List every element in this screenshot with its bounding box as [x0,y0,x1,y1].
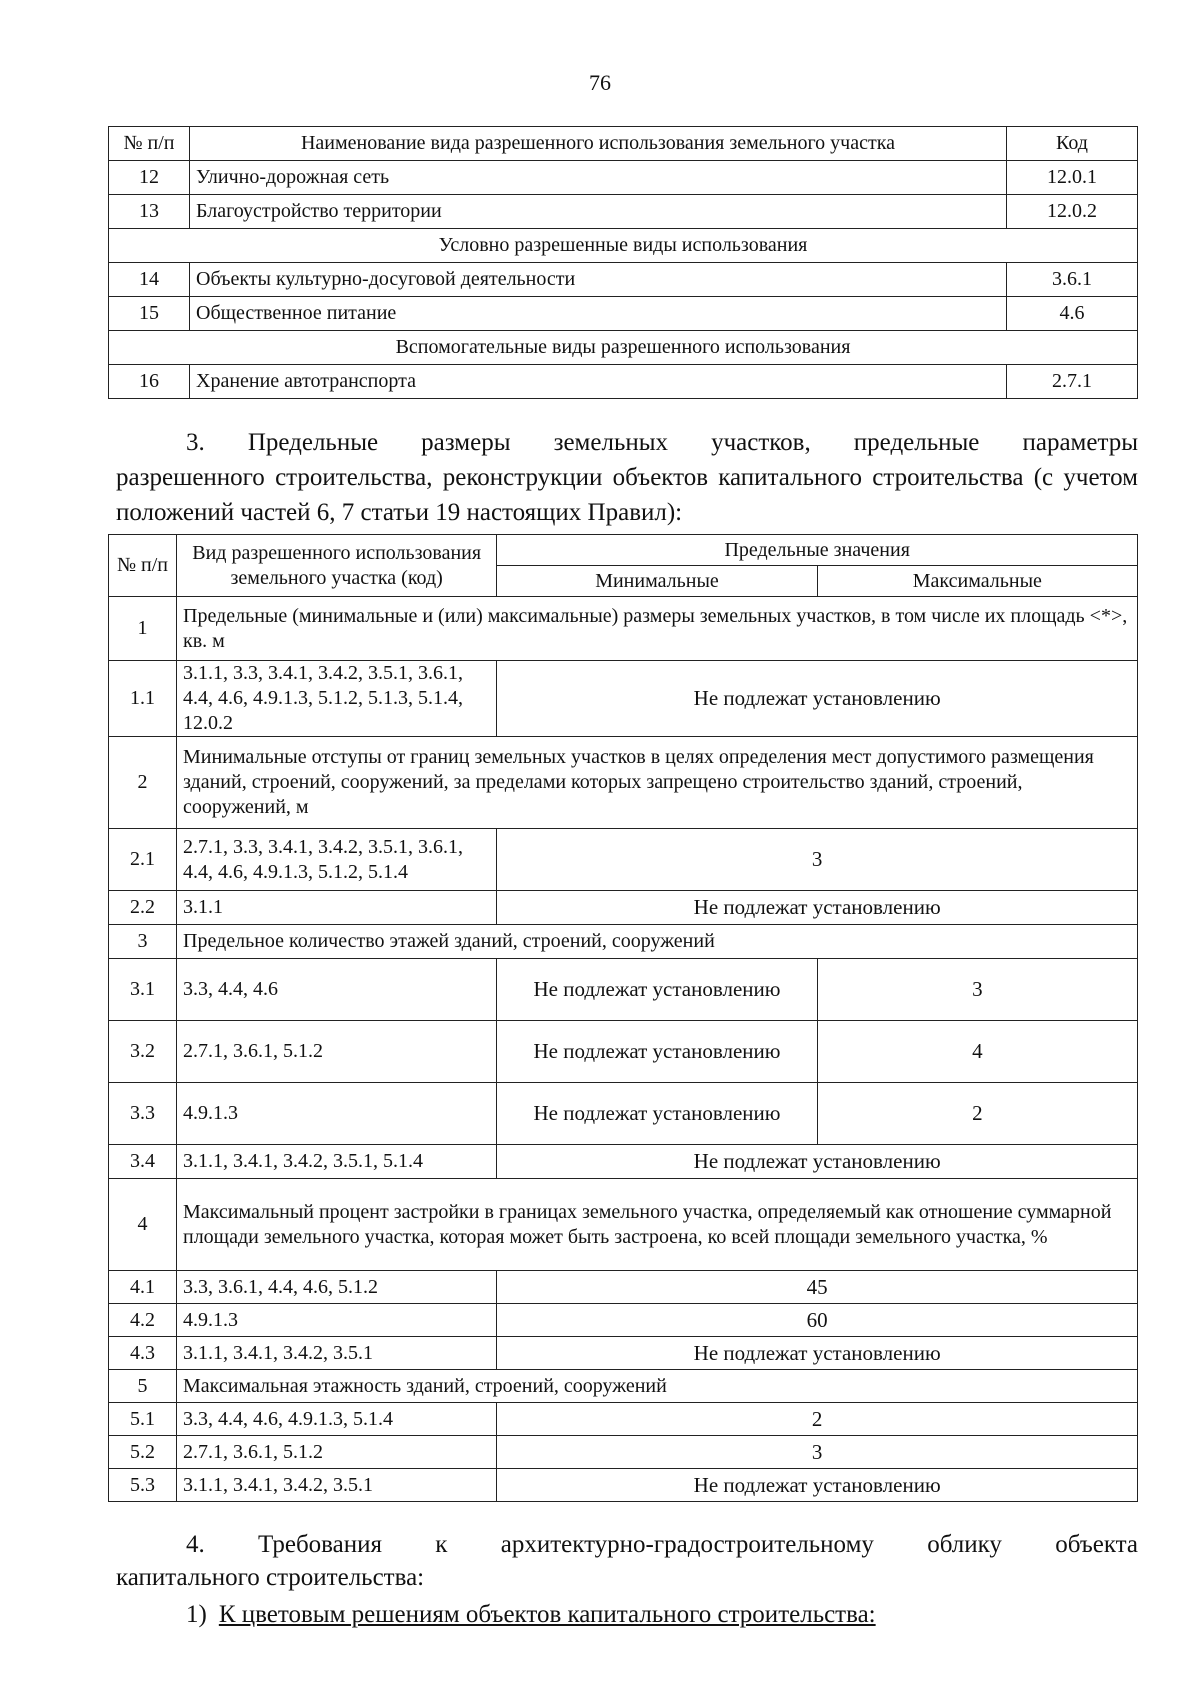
row-text: Максимальный процент застройки в границах земельного участка, определяемый как отношение суммарной площади земельного участка, которая может быть застроена, ко всей площади земельного участка, % [177,1179,1138,1271]
row-number: 2 [109,737,177,829]
row-text: Предельное количество этажей зданий, строений, сооружений [177,925,1138,959]
table-row [109,891,1138,925]
row-number: 12 [109,161,190,195]
row-text: Предельные (минимальные и (или) максимальные) размеры земельных участков, в том числе их площадь <*>, кв. м [177,597,1138,661]
row-codes: 2.7.1, 3.6.1, 5.1.2 [177,1436,497,1469]
table-row [109,195,1138,229]
row-number: 4.2 [109,1304,177,1337]
row-value: 45 [497,1271,1138,1304]
row-codes: 2.7.1, 3.6.1, 5.1.2 [177,1021,497,1083]
paragraph-4-line-1: 4. Требования к архитектурно-градостроительному облику объекта [186,1531,1138,1558]
row-max: 2 [817,1083,1137,1145]
row-value: Не подлежат установлению [497,891,1138,925]
header-number: № п/п [109,535,177,597]
table-row [109,1370,1138,1403]
row-min: Не подлежат установлению [497,1083,817,1145]
header-max: Максимальные [817,566,1137,597]
row-value: 3 [497,1436,1138,1469]
row-value: Не подлежат установлению [497,1145,1138,1179]
row-name: Объекты культурно-досуговой деятельности [190,263,1007,297]
header-limits: Предельные значения [497,535,1138,566]
row-number: 14 [109,263,190,297]
row-number: 2.1 [109,829,177,891]
table-row [109,1271,1138,1304]
row-number: 16 [109,365,190,399]
table-row [109,263,1138,297]
table-row [109,925,1138,959]
section-row [109,331,1138,365]
row-value: 60 [497,1304,1138,1337]
row-number: 1.1 [109,661,177,737]
page-number: 76 [589,70,611,95]
table-row [109,1145,1138,1179]
row-number: 2.2 [109,891,177,925]
row-code: 2.7.1 [1007,365,1138,399]
table-row [109,597,1138,661]
row-number: 3 [109,925,177,959]
row-number: 5 [109,1370,177,1403]
table-row [109,1436,1138,1469]
table-row [109,661,1138,737]
row-code: 3.6.1 [1007,263,1138,297]
header-code: Код [1007,127,1138,161]
header-name: Наименование вида разрешенного использования земельного участка [190,127,1007,161]
row-number: 1 [109,597,177,661]
paragraph-3-rest: разрешенного строительства, реконструкции объектов капитального строительства (с учетом положений частей 6, 7 статьи 19 настоящих Правил): [116,464,1138,526]
row-max: 4 [817,1021,1137,1083]
row-number: 15 [109,297,190,331]
table-row [109,1469,1138,1502]
row-text: Минимальные отступы от границ земельных участков в целях определения мест допустимого размещения зданий, строений, сооружений, за пределами которых запрещено строительство зданий, строений, сооружений, м [177,737,1138,829]
table-row [109,1083,1138,1145]
header-number: № п/п [109,127,190,161]
row-value: 3 [497,829,1138,891]
table-row [109,365,1138,399]
row-number: 5.3 [109,1469,177,1502]
paragraph-4-line-2: капитального строительства: [116,1564,425,1591]
table-header-row [109,535,1138,566]
row-number: 5.2 [109,1436,177,1469]
row-code: 12.0.2 [1007,195,1138,229]
row-codes: 2.7.1, 3.3, 3.4.1, 3.4.2, 3.5.1, 3.6.1, 4.4, 4.6, 4.9.1.3, 5.1.2, 5.1.4 [177,829,497,891]
row-name: Общественное питание [190,297,1007,331]
row-codes: 4.9.1.3 [177,1083,497,1145]
table-header-row [109,127,1138,161]
table-row [109,297,1138,331]
row-number: 3.1 [109,959,177,1021]
header-min: Минимальные [497,566,817,597]
row-codes: 3.1.1 [177,891,497,925]
row-codes: 3.1.1, 3.4.1, 3.4.2, 3.5.1 [177,1337,497,1370]
row-value: Не подлежат установлению [497,661,1138,737]
row-number: 3.4 [109,1145,177,1179]
row-text: Максимальная этажность зданий, строений, сооружений [177,1370,1138,1403]
section-auxiliary: Вспомогательные виды разрешенного использования [109,331,1138,365]
row-value: 2 [497,1403,1138,1436]
row-name: Улично-дорожная сеть [190,161,1007,195]
table-row [109,959,1138,1021]
table-row [109,737,1138,829]
limits-table [108,534,1138,1502]
row-number: 4.1 [109,1271,177,1304]
list-item-marker: 1) [186,1601,207,1628]
section-conditional: Условно разрешенные виды использования [109,229,1138,263]
row-name: Благоустройство территории [190,195,1007,229]
row-code: 4.6 [1007,297,1138,331]
list-item [186,1598,876,1631]
row-number: 4.3 [109,1337,177,1370]
row-max: 3 [817,959,1137,1021]
row-number: 3.3 [109,1083,177,1145]
row-number: 4 [109,1179,177,1271]
row-codes: 4.9.1.3 [177,1304,497,1337]
header-kind: Вид разрешенного использования земельного участка (код) [177,535,497,597]
row-number: 13 [109,195,190,229]
table-row [109,1021,1138,1083]
section-row [109,229,1138,263]
row-codes: 3.3, 4.4, 4.6, 4.9.1.3, 5.1.4 [177,1403,497,1436]
table-row [109,1403,1138,1436]
row-code: 12.0.1 [1007,161,1138,195]
land-use-table [108,126,1138,399]
paragraph-4 [116,1528,1138,1594]
row-codes: 3.1.1, 3.4.1, 3.4.2, 3.5.1 [177,1469,497,1502]
row-number: 3.2 [109,1021,177,1083]
row-codes: 3.3, 3.6.1, 4.4, 4.6, 5.1.2 [177,1271,497,1304]
row-codes: 3.1.1, 3.3, 3.4.1, 3.4.2, 3.5.1, 3.6.1, 4.4, 4.6, 4.9.1.3, 5.1.2, 5.1.3, 5.1.4, 12.0.2 [177,661,497,737]
paragraph-3 [116,425,1138,530]
row-codes: 3.3, 4.4, 4.6 [177,959,497,1021]
table-row [109,161,1138,195]
row-min: Не подлежат установлению [497,959,817,1021]
table-row [109,1304,1138,1337]
table-row [109,1179,1138,1271]
table-row [109,1337,1138,1370]
row-value: Не подлежат установлению [497,1337,1138,1370]
paragraph-3-line-1: 3. Предельные размеры земельных участков, предельные параметры [186,429,1138,456]
list-item-text: К цветовым решениям объектов капитального строительства: [218,1601,876,1628]
row-codes: 3.1.1, 3.4.1, 3.4.2, 3.5.1, 5.1.4 [177,1145,497,1179]
row-min: Не подлежат установлению [497,1021,817,1083]
row-value: Не подлежат установлению [497,1469,1138,1502]
row-name: Хранение автотранспорта [190,365,1007,399]
table-row [109,829,1138,891]
row-number: 5.1 [109,1403,177,1436]
